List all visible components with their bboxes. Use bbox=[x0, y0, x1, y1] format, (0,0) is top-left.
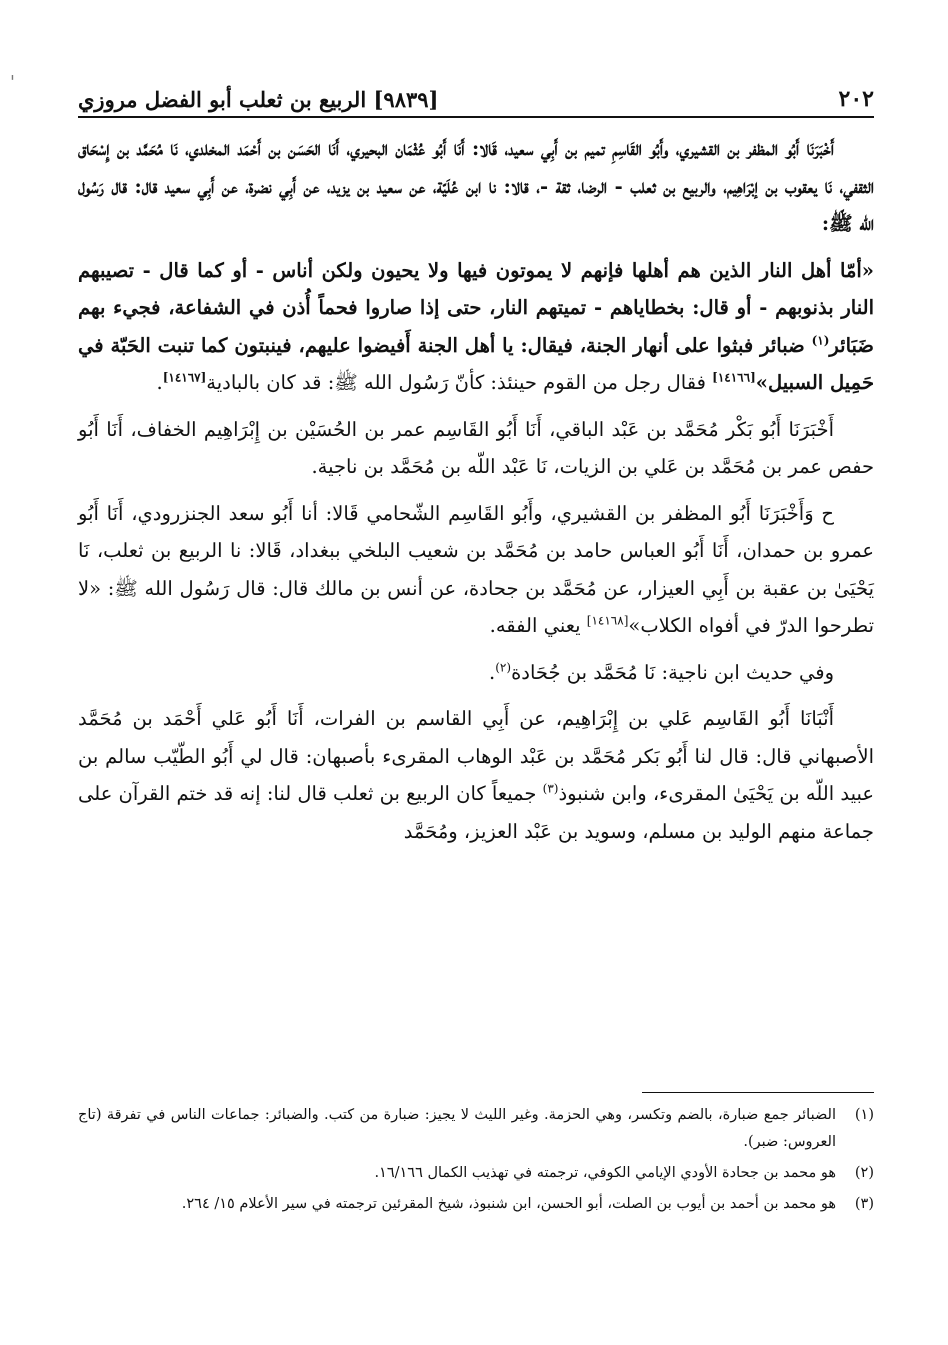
main-text bbox=[78, 130, 874, 850]
paragraph-text: يعني الفقه. bbox=[489, 614, 587, 637]
header-rule bbox=[78, 116, 874, 118]
paragraph-text: جميعاً كان الربيع بن ثعلب قال لنا: إنه قد ختم القرآن على جماعة منهم الوليد بن مسلم، وسويد بن عَبْد العزيز، ومُحَمَّد bbox=[78, 782, 874, 843]
punctuation: . bbox=[489, 660, 496, 684]
hadith-number: [١٤١٦٦] bbox=[712, 370, 756, 385]
hadith-number: [١٤١٦٧] bbox=[162, 370, 207, 385]
paragraph-hadith-1 bbox=[78, 252, 874, 402]
punctuation: . bbox=[156, 371, 163, 394]
footnote-rule bbox=[642, 1092, 874, 1093]
footnote-number: (٢) bbox=[854, 1165, 874, 1181]
footnote-text: الضبائر جمع ضبارة، بالضم وتكسر، وهي الحزمة. وغير الليث لا يجيز: ضبارة من كتب. والضبائر: جماعات الناس في تفرقة (تاج العروس: ضبر). bbox=[78, 1107, 836, 1150]
hadith-number: [١٤١٦٨] bbox=[586, 613, 629, 628]
page-header bbox=[78, 76, 874, 112]
page-number: ٢٠٢ bbox=[838, 86, 874, 112]
paragraph-isnad-3 bbox=[78, 495, 874, 645]
paragraph-text: أَخْبَرَنَا أَبُو المظفر بن القشيري، وأَبُو القَاسِمِ تميم بن أَبِي سعيد، قَالا: أَنَا أَبُو عُثْمَان البحيري، أَنَا الحَسَن بن أَحْمَد المخلدي، نَا مُحَمَّد بن إِسْحَاق الثقفي، نَا يعقوب بن إبْرَاهِيم، والربيع بن ثعلب - الرضا، ثقة -، قالا: نا ابن عُلَيّة، عن سعيد بن يزيد، عن أَبِي نضرة، عن أَبِي سعيد قال: قال رَسُول الله ﷺ: bbox=[78, 137, 874, 235]
footnote-item bbox=[78, 1160, 874, 1187]
footnotes bbox=[78, 1102, 874, 1222]
margin-tick: ' bbox=[10, 72, 15, 93]
running-title: [٩٨٣٩] الربيع بن ثعلب أبو الفضل مروزي bbox=[78, 87, 439, 112]
footnote-number: (١) bbox=[854, 1107, 874, 1123]
paragraph-text: أَنْبَانَا أَبُو القَاسِم عَلي بن إِبْرَاهِيم، عن أَبِي القاسم بن الفرات، أَنَا أَبُو عَلي أَحْمَد بن مُحَمَّد الأصبهاني قال: قال لنا أَبُو بَكر مُحَمَّد بن عَبْد الوهاب المقرىء بأصبهان: قال لي أَبُو الطّيّب سالم بن عبيد اللّه بن يَحْيَىٰ المقرىء، وابن شنبوذ bbox=[78, 707, 874, 805]
paragraph-note bbox=[78, 654, 874, 692]
paragraph-text: «أمّا أهل النار الذين هم أهلها فإنهم لا يموتون فيها ولا يحيون ولكن أناس - أو كما قال - تصيبهم النار بذنوبهم - أو قال: بخطاياهم - تميتهم النار، حتى إذا صاروا فحماً أُذن في الشفاعة، فجيء بهم ضَبَائر bbox=[78, 258, 874, 357]
footnote-marker[interactable]: (٣) bbox=[542, 781, 559, 796]
footnote-text: هو محمد بن أحمد بن أيوب بن الصلت، أبو الحسن، ابن شنبوذ، شيخ المقرئين ترجمته في سير الأعلام ١٥/ ٢٦٤. bbox=[181, 1196, 836, 1212]
footnote-marker[interactable]: (٢) bbox=[495, 660, 512, 674]
footnote-number: (٣) bbox=[854, 1196, 874, 1212]
paragraph-isnad-2 bbox=[78, 411, 874, 486]
footnote-item bbox=[78, 1102, 874, 1156]
paragraph-text: ضبائر فبثوا على أنهار الجنة، فيقال: يا أهل الجنة أَفيضوا عليهم، فينبتون كما تنبت الحَبّة في حَمِيل السبيل» bbox=[78, 333, 874, 394]
paragraph-text: وفي حديث ابن ناجية: نَا مُحَمَّد بن جُحَادة bbox=[511, 660, 834, 684]
paragraph-text: فقال رجل من القوم حينئذ: كأنّ رَسُول الله ﷺ: قد كان بالبادية bbox=[206, 371, 713, 394]
paragraph-isnad-1 bbox=[78, 130, 874, 243]
footnote-marker[interactable]: (١) bbox=[811, 333, 830, 347]
paragraph-text: ح وَأَخْبَرَنَا أَبُو المظفر بن القشيري، وأَبُو القَاسِم الشّحامي قَالا: أنا أَبُو سعد الجنزرودي، أَنَا أَبُو عمرو بن حمدان، أَنَا أَبُو العباس حامد بن مُحَمَّد بن شعيب البلخي ببغداد، قَالا: نا الربيع بن ثعلب، نَا يَحْيَىٰ بن عقبة بن أَبِي العيزار، عن مُحَمَّد بن جحادة، عن أنس بن مالك قال: قال رَسُول الله ﷺ: «لا تطرحوا الدرّ في أفواه الكلاب» bbox=[78, 501, 874, 637]
footnote-item bbox=[78, 1191, 874, 1218]
paragraph-isnad-4 bbox=[78, 700, 874, 850]
paragraph-text: أَخْبَرَنَا أَبُو بَكْر مُحَمَّد بن عَبْد الباقي، أَنَا أَبُو القَاسِم عمر بن الحُسَيْن بن إِبْرَاهِيم الخفاف، أَنَا أَبُو حفص عمر بن مُحَمَّد بن عَلي بن الزيات، نَا عَبْد اللّه بن مُحَمَّد بن ناجية. bbox=[78, 417, 874, 478]
footnote-text: هو محمد بن جحادة الأودي الإيامي الكوفي، ترجمته في تهذيب الكمال ١٦/١٦٦. bbox=[374, 1165, 836, 1181]
